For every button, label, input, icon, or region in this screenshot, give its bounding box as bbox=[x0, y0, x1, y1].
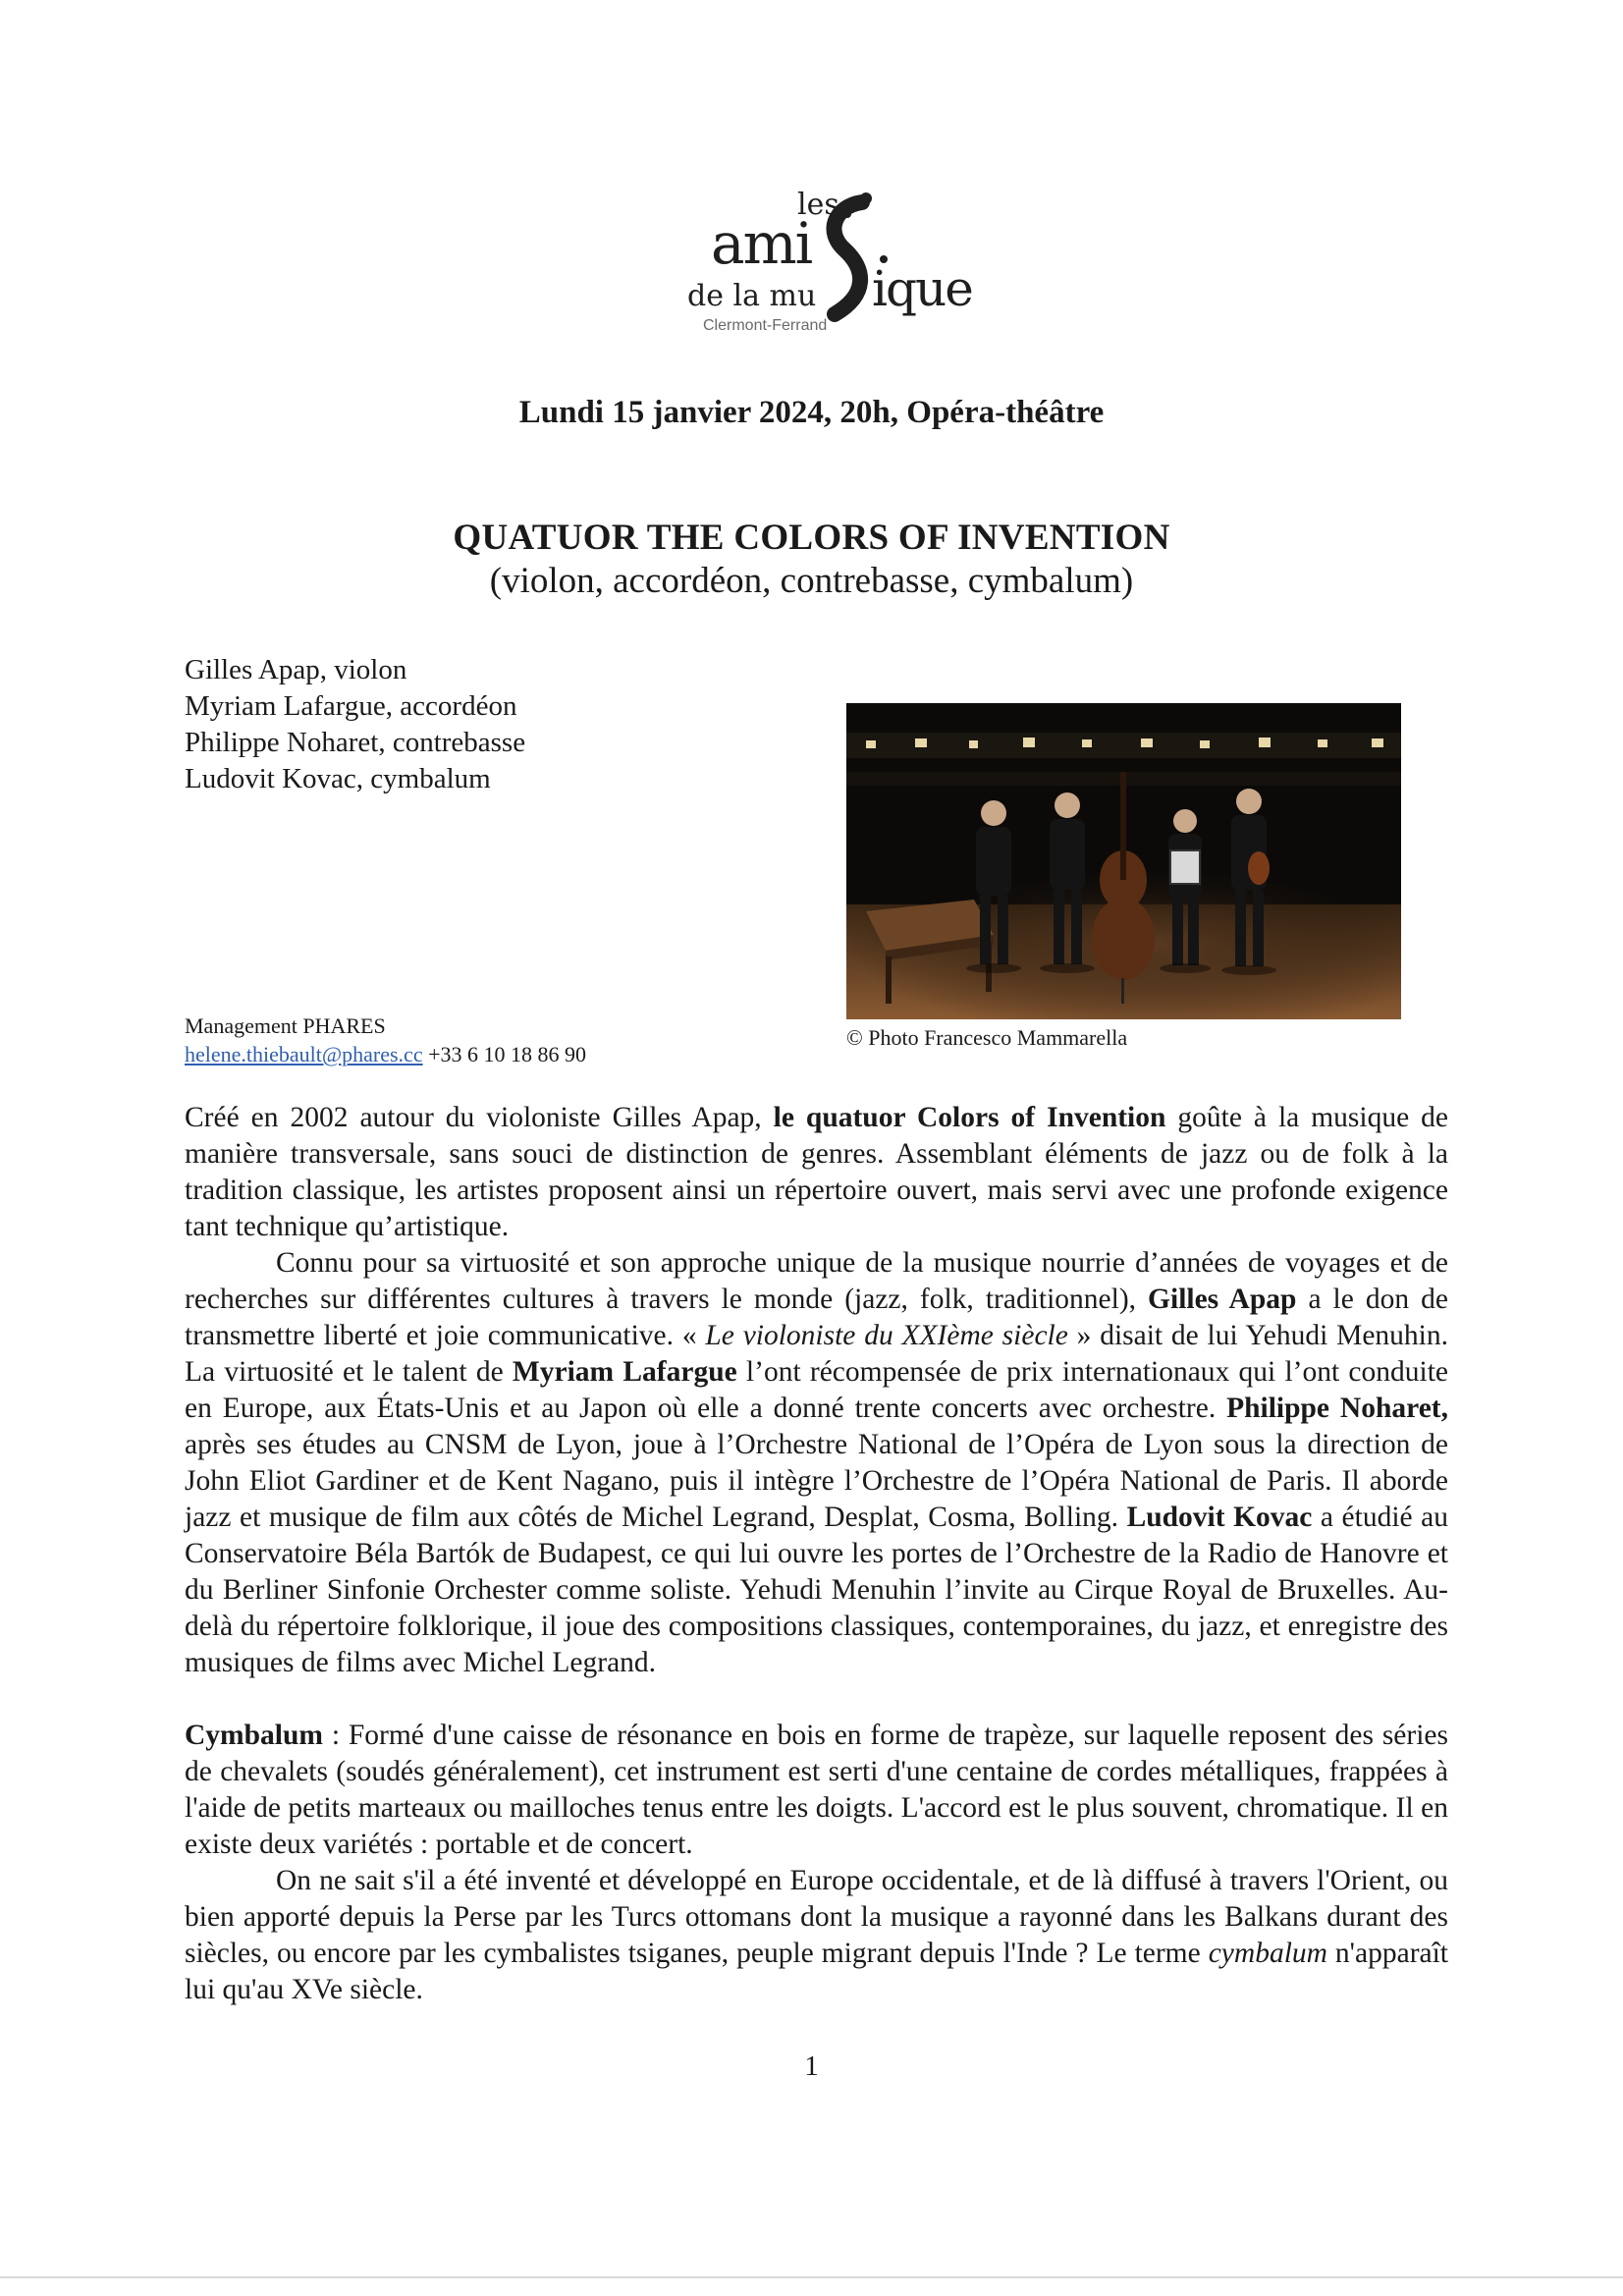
scan-edge-line bbox=[0, 2276, 1623, 2278]
text-run: après ses études au CNSM de Lyon, joue à l’Orchestre National de l’Opéra de Lyon sous la direction de John Eliot Gardiner et de Kent Nagano, puis il intègre l’Orchestre de l’Opéra National de Paris. Il aborde jazz et musique de film aux côtés de Michel Legrand, Desplat, Cosma, Bolling. bbox=[185, 1429, 1448, 1533]
management-phone: +33 6 10 18 86 90 bbox=[428, 1042, 587, 1066]
event-title: QUATUOR THE COLORS OF INVENTION bbox=[453, 518, 1170, 558]
performers-list bbox=[185, 652, 525, 797]
text-run-bold: Philippe Noharet, bbox=[1226, 1393, 1448, 1424]
text-run: goûte à la musique de manière transversale, sans souci de distinction de genres. Assemblant éléments de jazz ou de folk à la tradition classique, les artistes proposent ainsi un répertoire ouvert, mais servi avec une profonde exigence tant technique qu’artistique. bbox=[185, 1102, 1449, 1242]
text-run-italic: cymbalum bbox=[1208, 1938, 1327, 1969]
photo-credit: © Photo Francesco Mammarella bbox=[846, 1025, 1128, 1050]
logo-text-ique: ique bbox=[872, 260, 972, 317]
logo-text-ami: ami bbox=[711, 210, 812, 277]
quartet-photo-illustration bbox=[846, 703, 1401, 1019]
performer-item: Myriam Lafargue, accordéon bbox=[185, 690, 517, 722]
text-run-bold: Ludovit Kovac bbox=[1126, 1502, 1313, 1533]
text-run: On ne sait s'il a été inventé et développé en Europe occidentale, et de là diffusé à travers l'Orient, ou bien apporté depuis la Perse par les Turcs ottomans dont la musique a rayonné dans les Balkans durant des siècles, ou encore par les cymbalistes tsiganes, peuple migrant depuis l'Inde ? Le terme bbox=[185, 1865, 1448, 1969]
paragraph-biographies bbox=[185, 1245, 1448, 1681]
performer-item: Ludovit Kovac, cymbalum bbox=[185, 763, 491, 794]
logo-text-dela-mu: de la mu bbox=[687, 279, 817, 313]
text-run-italic: Le violoniste du XXIème siècle bbox=[705, 1320, 1068, 1351]
organization-logo bbox=[687, 185, 982, 342]
body-text bbox=[185, 1100, 1448, 2008]
event-date-line: Lundi 15 janvier 2024, 20h, Opéra-théâtre bbox=[518, 395, 1105, 430]
text-run: » disait de lui Yehudi Menuhin. La virtuosité et le talent de bbox=[185, 1320, 1449, 1388]
text-run: n'apparaît lui qu'au XVe siècle. bbox=[185, 1938, 1448, 2005]
text-run: Créé en 2002 autour du violoniste Gilles Apap, bbox=[185, 1102, 774, 1133]
paragraph-cymbalum-history bbox=[185, 1863, 1448, 2008]
management-contact-line bbox=[185, 1040, 586, 1068]
logo-graphic bbox=[687, 185, 982, 342]
page-number: 1 bbox=[804, 2050, 819, 2082]
text-run: a étudié au Conservatoire Béla Bartók de Budapest, ce qui lui ouvre les portes de l’Orchestre de la Radio de Hanovre et du Berliner Sinfonie Orchester comme soliste. Yehudi Menuhin l’invite au Cirque Royal de Bruxelles. Au-delà du répertoire folklorique, il joue des compositions classiques, contemporaines, du jazz, et enregistre des musiques de films avec Michel Legrand. bbox=[185, 1502, 1448, 1678]
management-email-link[interactable]: helene.thiebault@phares.cc bbox=[185, 1042, 423, 1066]
performer-item: Philippe Noharet, contrebasse bbox=[185, 727, 526, 758]
performer-item: Gilles Apap, violon bbox=[185, 654, 407, 685]
text-run-bold: Cymbalum bbox=[185, 1720, 323, 1751]
logo-text-city: Clermont-Ferrand bbox=[703, 317, 828, 334]
paragraph-cymbalum-definition bbox=[185, 1718, 1448, 1863]
text-run: : Formé d'une caisse de résonance en bois en forme de trapèze, sur laquelle reposent des séries de chevalets (soudés généralement), cet instrument est serti d'une centaine de cordes métalliques, frappées à l'aide de petits marteaux ou mailloches tenus entre les doigts. L'accord est le plus souvent, chromatique. Il en existe deux variétés : portable et de concert. bbox=[185, 1720, 1448, 1860]
text-run: l’ont récompensée de prix internationaux qui l’ont conduite en Europe, aux États-Unis et au Japon où elle a donné trente concerts avec orchestre. bbox=[185, 1356, 1448, 1424]
quartet-photo bbox=[846, 703, 1401, 1019]
event-subtitle: (violon, accordéon, contrebasse, cymbalum) bbox=[489, 561, 1134, 601]
text-run-bold: Gilles Apap bbox=[1148, 1284, 1297, 1315]
text-run-bold: le quatuor Colors of Invention bbox=[773, 1102, 1166, 1133]
management-label: Management PHARES bbox=[185, 1013, 386, 1038]
text-run-bold: Myriam Lafargue bbox=[512, 1356, 737, 1388]
logo-text-les: les bbox=[797, 188, 839, 222]
paragraph-intro bbox=[185, 1100, 1448, 1245]
text-run: a le don de transmettre liberté et joie communicative. « bbox=[185, 1284, 1448, 1351]
management-contact bbox=[185, 1011, 586, 1068]
text-run: Connu pour sa virtuosité et son approche unique de la musique nourrie d’années de voyages et de recherches sur différentes cultures à travers le monde (jazz, folk, traditionnel), bbox=[185, 1247, 1448, 1315]
